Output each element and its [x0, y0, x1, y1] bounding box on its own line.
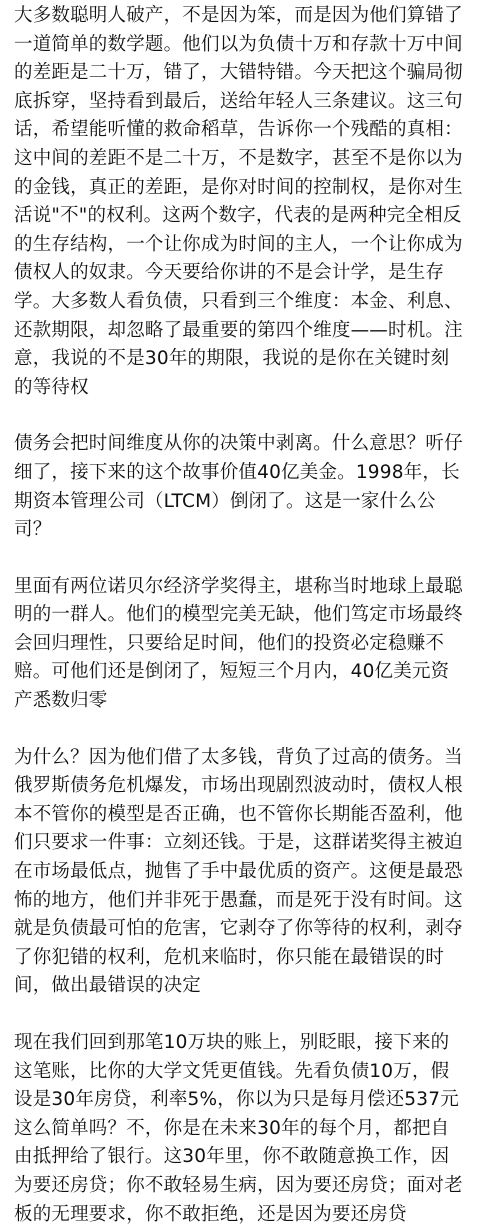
paragraph-4: 为什么？因为他们借了太多钱，背负了过高的债务。当俄罗斯债务危机爆发，市场出现剧烈波动时，债权人根本不管你的模型是否正确，也不管你长期能否盈利，他们只要求一件事：立刻还钱。于是，这群诺奖得主被迫在市场最低点，抛售了手中最优质的资产。这便是最恐怖的地方，他们并非死于愚蠢，而是死于没有时间。这就是负债最可怕的危害，它剥夺了你等待的权利，剥夺了你犯错的权利，危机来临时，你只能在最错误的时间，做出最错误的决定 [14, 746, 463, 997]
paragraph-3: 里面有两位诺贝尔经济学奖得主，堪称当时地球上最聪明的一群人。他们的模型完美无缺，他们笃定市场最终会回归理性，只要给足时间，他们的投资必定稳赚不赔。可他们还是倒闭了，短短三个月内，40亿美元资产悉数归零 [14, 575, 463, 712]
paragraph-1: 大多数聪明人破产，不是因为笨，而是因为他们算错了一道简单的数学题。他们以为负债十万和存款十万中间的差距是二十万，错了，大错特错。今天把这个骗局彻底拆穿，坚持看到最后，送给年轻人三条建议。这三句话，希望能听懂的救命稻草，告诉你一个残酷的真相：这中间的差距不是二十万，不是数字，甚至不是你以为的金钱，真正的差距，是你对时间的控制权，是你对生活说"不"的权利。这两个数字，代表的是两种完全相反的生存结构，一个让你成为时间的主人，一个让你成为债权人的奴隶。今天要给你讲的不是会计学，是生存学。大多数人看负债，只看到三个维度：本金、利息、还款期限，却忽略了最重要的第四个维度——时机。注意，我说的不是30年的期限，我说的是你在关键时刻的等待权 [14, 5, 463, 398]
paragraph-5: 现在我们回到那笔10万块的账上，别眨眼，接下来的这笔账，比你的大学文凭更值钱。先看负债10万，假设是30年房贷，利率5%，你以为只是每月偿还537元这么简单吗？不，你是在未来30年的每个月，都把自由抵押给了银行。这30年里，你不敢随意换工作，因为要还房贷；你不敢轻易生病，因为要还房贷；面对老板的无理要求，你不敢拒绝，还是因为要还房贷 [14, 1032, 463, 1225]
paragraph-2: 债务会把时间维度从你的决策中剥离。什么意思？听仔细了，接下来的这个故事价值40亿美金。1998年，长期资本管理公司（LTCM）倒闭了。这是一家什么公司？ [14, 433, 463, 541]
